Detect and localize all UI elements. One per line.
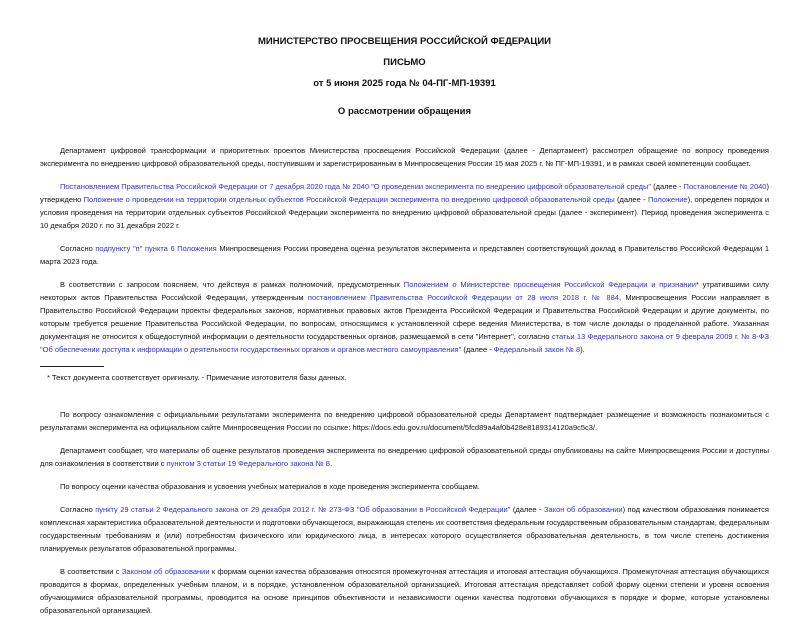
text-segment: В соответствии с запросом поясняем, что действуя в рамках полномочий, предусмотренных [60,280,404,289]
text-segment: ). [580,345,585,354]
document-type: ПИСЬМО [383,57,426,68]
text-segment: Согласно [60,244,96,253]
text-segment: , Минпросвещения России направляет в Правительство Российской Федерации проекты федеральных законов, нормативных правовых актов Президента Российской Федерации и Правительства Российской Федерации и другие документы, по которым требуется решение Правительства Российской Федерации, по вопросам, относящимся к установленной сфере ведения Министерства, в том числе доклады о проделанной работе. Указанная документация не относится к общедоступной информации о деятельности государственных органов, размещаемой в сети "Интернет", согласно [40,293,769,341]
document-subject: О рассмотрении обращения [337,106,472,117]
text-segment: По вопросу оценки качества образования и усвоения учебных материалов в ходе проведения эксперимента сообщаем. [60,482,480,491]
doc-reference-link[interactable]: Постановление № 2040 [683,182,767,191]
doc-reference-link[interactable]: Положением о Министерстве просвещения Российской Федерации и признании [403,280,696,289]
text-segment: Департамент сообщает, что материалы об оценке результатов проведения эксперимента по внедрению цифровой образовательной среды опубликованы на сайте Минпросвещения России и доступны для ознакомления в соответствии с [40,446,769,468]
text-segment: . [329,459,333,468]
doc-reference-link[interactable]: пункту 29 статьи 2 Федерального закона от 29 декабря 2012 г. № 273-ФЗ "Об образовании в Российской Федерации" [95,505,511,514]
footnote-text: * Текст документа соответствует оригиналу. - Примечание изготовителя базы данных. [47,373,347,382]
text-segment: (далее - [651,182,684,191]
text-segment: ), определен порядок и условия проведения на территории отдельных субъектов Российской Федерации эксперимента по внедрению цифровой образовательной среды (далее - эксперимент). Период проведения эксперимента с 10 декабря 2020 г. по 31 декабря 2022 г. [40,195,770,230]
text-segment: (далее - [614,195,648,204]
text-segment: Согласно [60,505,96,514]
paragraph [40,242,769,268]
doc-reference-link[interactable]: Положение [647,195,688,204]
paragraph [40,480,769,493]
document-header [40,36,769,117]
doc-reference-link[interactable]: Федеральный закон № 8 [493,345,581,354]
text-segment: В соответствии с [60,567,122,576]
text-segment: Минпросвещения России проведена оценка результатов эксперимента и представлен соответствующий доклад в Правительство Российской Федерации 1 марта 2023 года. [40,244,769,266]
document-number: от 5 июня 2025 года № 04-ПГ-МП-19391 [313,78,496,89]
ministry-name: МИНИСТЕРСТВО ПРОСВЕЩЕНИЯ РОССИЙСКОЙ ФЕДЕРАЦИИ [257,36,552,47]
footnote [40,366,769,384]
text-segment: ) утверждено [40,182,769,204]
paragraph [40,144,769,170]
doc-reference-link[interactable]: Законом об образовании [121,567,210,576]
text-segment: (далее - [510,505,545,514]
doc-reference-link[interactable]: пунктом 3 статьи 19 Федерального закона № 8 [166,459,330,468]
doc-reference-link[interactable]: Закон об образовании [544,505,623,514]
text-segment: По вопросу ознакомления с официальными результатами эксперимента по внедрению цифровой образовательной среды Департамент подтверждает размещение и возможность познакомиться с результатами эксперимента на официальном сайте Минпросвещения России по ссылке: https://docs.edu.gov.ru/document/5fcd89a4af0b428e8189314120a9c5c3/. [40,410,769,432]
doc-reference-link[interactable]: Положение о проведении на территории отдельных субъектов Российской Федерации эксперимента по внедрению цифровой образовательной среды [83,195,615,204]
text-segment: Департамент цифровой трансформации и приоритетных проектов Министерства просвещения Российской Федерации (далее - Департамент) рассмотрел обращение по вопросу проведения эксперимента по внедрению цифровой образовательной среды, поступившим и зарегистрированным в Минпросвещения России 15 мая 2025 г. № ПГ-МП-19391, и в рамках своей компетенции сообщает. [40,146,769,168]
text-segment: (далее - [461,345,494,354]
text-segment: ) под качеством образования понимается комплексная характеристика образовательной деятельности и подготовки обучающегося, выражающая степень их соответствия федеральным государственным образовательным стандартам, федеральным государственным требованиям и (или) потребностям физического или юридического лица, в интересах которого осуществляется образовательная деятельность, в том числе степень достижения планируемых результатов образовательной программы. [40,505,769,553]
doc-reference-link[interactable]: статьи 13 Федерального закона от 9 февраля 2009 г. № 8-ФЗ "Об обеспечении доступа к информации о деятельности государственных органов и органов местного самоуправления" [40,332,769,354]
doc-reference-link[interactable]: Постановлением Правительства Российской Федерации от 7 декабря 2020 года № 2040 "О проведении эксперимента по внедрению цифровой образовательной среды" [60,182,652,191]
paragraph [40,180,769,232]
paragraph [40,444,769,470]
paragraph [40,278,769,356]
footnote-separator [40,366,104,367]
doc-reference-link[interactable]: подпункту "п" пункта 6 Положения [95,244,217,253]
paragraph [40,565,769,617]
paragraph [40,408,769,434]
document-body [40,144,769,617]
doc-reference-link[interactable]: постановлением Правительства Российской Федерации от 28 июля 2018 г. № 884 [307,293,619,302]
text-segment: к формам оценки качества образования относятся промежуточная аттестация и итоговая аттестация обучающихся. Промежуточная аттестация обучающихся проводится в формах, определенных учебным планом, и в порядке, установленном образовательной организацией. Итоговая аттестация представляет собой форму оценки степени и уровня освоения обучающимися образовательной программы, проводится на основе принципов объективности и независимости оценки качества подготовки обучающихся в порядке и форме, которые установлены образовательной организацией. [40,567,769,615]
text-segment: * утратившими силу некоторых актов Правительства Российской Федерации, утвержденным [40,280,770,302]
paragraph [40,503,769,555]
